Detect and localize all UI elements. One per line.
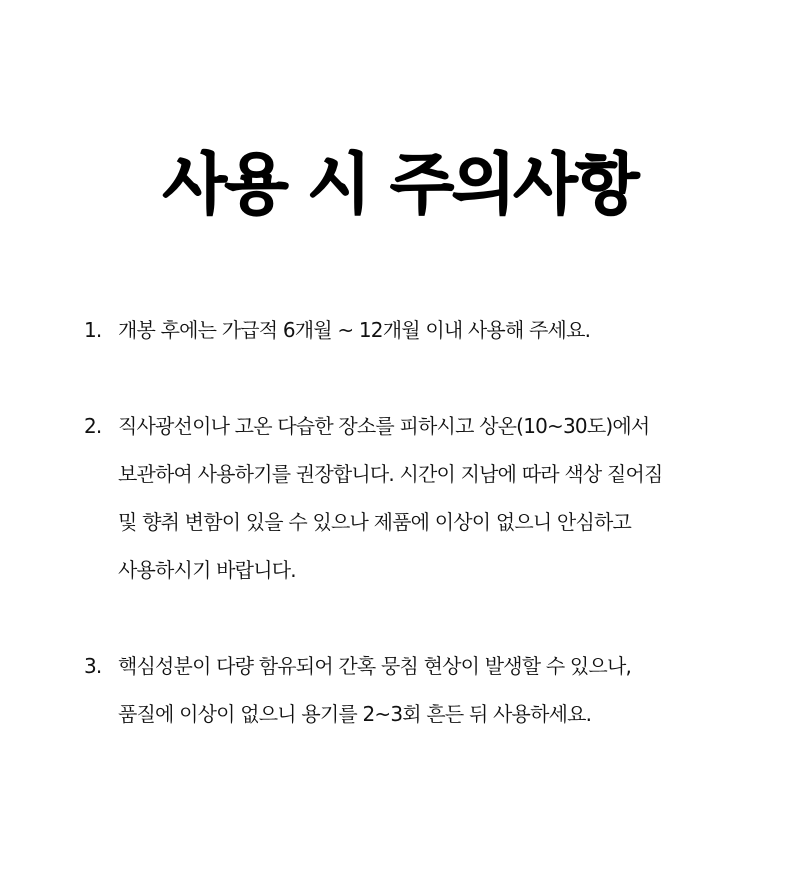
page-title: 사용 시 주의사항 [162, 146, 638, 223]
notice-line: 및 향취 변함이 있을 수 있으나 제품에 이상이 없으니 안심하고 [118, 510, 632, 534]
notice-line: 핵심성분이 다량 함유되어 간혹 뭉침 현상이 발생할 수 있으나, [118, 654, 632, 678]
notice-number: 1. [84, 318, 102, 342]
notice-line: 보관하여 사용하기를 권장합니다. 시간이 지남에 따라 색상 짙어짐 [118, 462, 663, 486]
notice-list [84, 306, 724, 786]
notice-line: 사용하시기 바랍니다. [118, 558, 296, 582]
notice-number: 3. [84, 654, 102, 678]
notice-item-2 [84, 402, 724, 594]
notice-item-3 [84, 642, 724, 738]
notice-line: 품질에 이상이 없으니 용기를 2~3회 흔든 뒤 사용하세요. [118, 702, 592, 726]
notice-text [118, 642, 724, 738]
notice-line: 직사광선이나 고온 다습한 장소를 피하시고 상온(10~30도)에서 [118, 414, 650, 438]
notice-text [118, 402, 724, 594]
notice-text [118, 306, 724, 354]
notice-number: 2. [84, 414, 102, 438]
notice-item-1 [84, 306, 724, 354]
notice-line: 개봉 후에는 가급적 6개월 ~ 12개월 이내 사용해 주세요. [118, 318, 591, 342]
